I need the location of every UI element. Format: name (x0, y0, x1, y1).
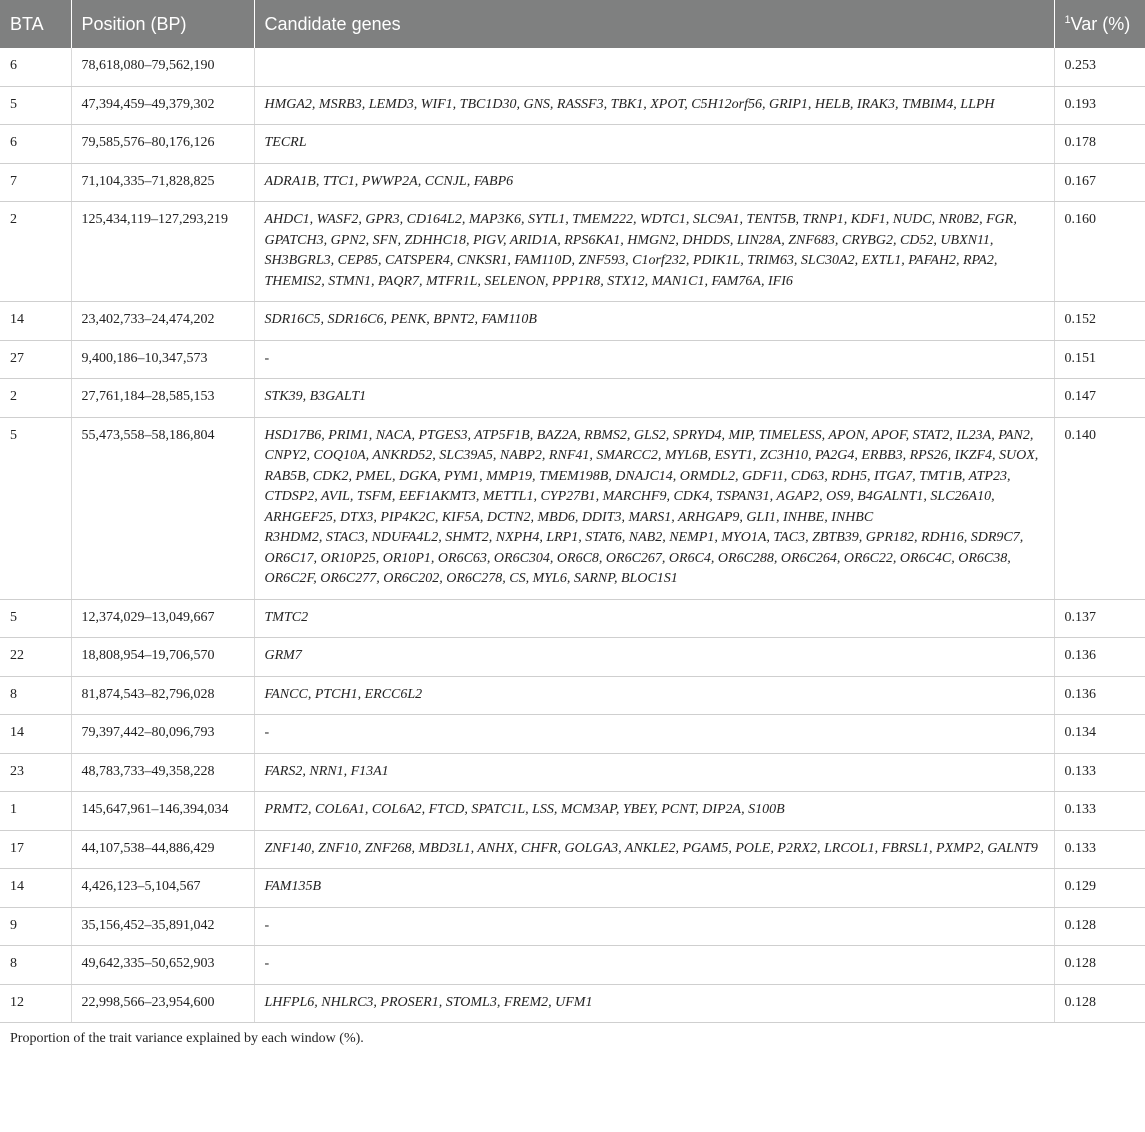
cell-genes: ZNF140, ZNF10, ZNF268, MBD3L1, ANHX, CHFR, GOLGA3, ANKLE2, PGAM5, POLE, P2RX2, LRCOL1, FBRSL1, PXMP2, GALNT9 (254, 830, 1054, 869)
cell-var: 0.147 (1054, 379, 1145, 418)
header-var-label: Var (%) (1070, 13, 1131, 34)
genes-part-1: HSD17B6, PRIM1, NACA, PTGES3, ATP5F1B, BAZ2A, RBMS2, GLS2, SPRYD4, MIP, TIMELESS, APON, APOF, STAT2, IL23A, PAN2, CNPY2, COQ10A, ANKRD52, SLC39A5, NABP2, RNF41, SMARCC2, MYL6B, ESYT1, ZC3H10, PA2G4, ERBB3, RPS26, IKZF4, SUOX, RAB5B, CDK2, PMEL, DGKA, PYM1, MMP19, TMEM198B, DNAJC14, ORMDL2, GDF11, CD63, RDH5, ITGA7, TMT1B, ATP23, CTDSP2, AVIL, TSFM, EEF1AKMT3, METTL1, CYP27B1, MARCHF9, CDK4, TSPAN31, AGAP2, OS9, B4GALNT1, SLC26A10, ARHGEF25, DTX3, PIP4K2C, KIF5A, DCTN2, MBD6, DDIT3, MARS1, ARHGAP9, GLI1, INHBE, INHBC (264, 427, 1039, 525)
cell-position: 81,874,543–82,796,028 (71, 676, 254, 715)
cell-position: 79,397,442–80,096,793 (71, 715, 254, 754)
cell-var: 0.140 (1054, 417, 1145, 599)
cell-position: 71,104,335–71,828,825 (71, 163, 254, 202)
cell-position: 125,434,119–127,293,219 (71, 202, 254, 302)
table-row (0, 599, 1145, 638)
table-row (0, 753, 1145, 792)
cell-genes: STK39, B3GALT1 (254, 379, 1054, 418)
cell-var: 0.128 (1054, 946, 1145, 985)
cell-var: 0.136 (1054, 676, 1145, 715)
cell-var: 0.128 (1054, 984, 1145, 1023)
cell-genes: LHFPL6, NHLRC3, PROSER1, STOML3, FREM2, UFM1 (254, 984, 1054, 1023)
table-row (0, 946, 1145, 985)
cell-position: 23,402,733–24,474,202 (71, 302, 254, 341)
cell-var: 0.133 (1054, 792, 1145, 831)
genes-part-2: R3HDM2, STAC3, NDUFA4L2, SHMT2, NXPH4, LRP1, STAT6, NAB2, NEMP1, MYO1A, TAC3, ZBTB39, GPR182, RDH16, SDR9C7, OR6C17, OR10P25, OR10P1, OR6C63, OR6C304, OR6C8, OR6C267, OR6C4, OR6C288, OR6C264, OR6C22, OR6C4C, OR6C38, OR6C2F, OR6C277, OR6C202, OR6C278, CS, MYL6, SARNP, BLOC1S1 (264, 530, 1024, 586)
cell-bta: 7 (0, 163, 71, 202)
cell-genes: TMTC2 (254, 599, 1054, 638)
cell-position: 35,156,452–35,891,042 (71, 907, 254, 946)
table-row (0, 340, 1145, 379)
cell-genes (254, 48, 1054, 86)
header-position: Position (BP) (71, 0, 254, 48)
cell-var: 0.128 (1054, 907, 1145, 946)
cell-position: 22,998,566–23,954,600 (71, 984, 254, 1023)
table-row (0, 163, 1145, 202)
cell-var: 0.160 (1054, 202, 1145, 302)
cell-bta: 6 (0, 125, 71, 164)
cell-bta: 8 (0, 946, 71, 985)
cell-var: 0.129 (1054, 869, 1145, 908)
cell-genes (254, 417, 1054, 599)
cell-bta: 6 (0, 48, 71, 86)
cell-var: 0.133 (1054, 830, 1145, 869)
header-var (1054, 0, 1145, 48)
cell-bta: 12 (0, 984, 71, 1023)
cell-position: 55,473,558–58,186,804 (71, 417, 254, 599)
cell-var: 0.137 (1054, 599, 1145, 638)
cell-bta: 17 (0, 830, 71, 869)
table-row (0, 715, 1145, 754)
table-row (0, 417, 1145, 599)
cell-genes: FAM135B (254, 869, 1054, 908)
cell-var: 0.253 (1054, 48, 1145, 86)
table-row (0, 125, 1145, 164)
cell-var: 0.193 (1054, 86, 1145, 125)
table-footnote: Proportion of the trait variance explained by each window (%). (10, 1031, 364, 1046)
cell-var: 0.133 (1054, 753, 1145, 792)
cell-genes: HMGA2, MSRB3, LEMD3, WIF1, TBC1D30, GNS, RASSF3, TBK1, XPOT, C5H12orf56, GRIP1, HELB, IRAK3, TMBIM4, LLPH (254, 86, 1054, 125)
cell-position: 12,374,029–13,049,667 (71, 599, 254, 638)
cell-position: 44,107,538–44,886,429 (71, 830, 254, 869)
cell-var: 0.151 (1054, 340, 1145, 379)
cell-genes: - (254, 907, 1054, 946)
cell-var: 0.152 (1054, 302, 1145, 341)
cell-bta: 5 (0, 599, 71, 638)
table-row (0, 379, 1145, 418)
cell-genes: AHDC1, WASF2, GPR3, CD164L2, MAP3K6, SYTL1, TMEM222, WDTC1, SLC9A1, TENT5B, TRNP1, KDF1, NUDC, NR0B2, FGR, GPATCH3, GPN2, SFN, ZDHHC18, PIGV, ARID1A, RPS6KA1, HMGN2, DHDDS, LIN28A, ZNF683, CRYBG2, CD52, UBXN11, SH3BGRL3, CEP85, CATSPER4, CNKSR1, FAM110D, ZNF593, C1orf232, PDIK1L, TRIM63, SLC30A2, EXTL1, PAFAH2, RPA2, THEMIS2, STMN1, PAQR7, MTFR1L, SELENON, PPP1R8, STX12, MAN1C1, FAM76A, IFI6 (254, 202, 1054, 302)
header-bta: BTA (0, 0, 71, 48)
cell-bta: 23 (0, 753, 71, 792)
table-body (0, 48, 1145, 1023)
cell-genes: FARS2, NRN1, F13A1 (254, 753, 1054, 792)
cell-genes: ADRA1B, TTC1, PWWP2A, CCNJL, FABP6 (254, 163, 1054, 202)
cell-genes: SDR16C5, SDR16C6, PENK, BPNT2, FAM110B (254, 302, 1054, 341)
cell-bta: 5 (0, 86, 71, 125)
cell-bta: 2 (0, 202, 71, 302)
cell-position: 4,426,123–5,104,567 (71, 869, 254, 908)
cell-bta: 2 (0, 379, 71, 418)
cell-position: 145,647,961–146,394,034 (71, 792, 254, 831)
cell-position: 9,400,186–10,347,573 (71, 340, 254, 379)
header-genes: Candidate genes (254, 0, 1054, 48)
cell-bta: 5 (0, 417, 71, 599)
cell-position: 79,585,576–80,176,126 (71, 125, 254, 164)
table-row (0, 48, 1145, 86)
table-row (0, 202, 1145, 302)
cell-genes: - (254, 340, 1054, 379)
cell-var: 0.167 (1054, 163, 1145, 202)
cell-bta: 1 (0, 792, 71, 831)
cell-bta: 14 (0, 302, 71, 341)
cell-genes: GRM7 (254, 638, 1054, 677)
cell-position: 49,642,335–50,652,903 (71, 946, 254, 985)
cell-bta: 8 (0, 676, 71, 715)
cell-var: 0.136 (1054, 638, 1145, 677)
table-row (0, 869, 1145, 908)
cell-genes: FANCC, PTCH1, ERCC6L2 (254, 676, 1054, 715)
cell-var: 0.178 (1054, 125, 1145, 164)
cell-bta: 14 (0, 869, 71, 908)
cell-bta: 14 (0, 715, 71, 754)
cell-genes: PRMT2, COL6A1, COL6A2, FTCD, SPATC1L, LSS, MCM3AP, YBEY, PCNT, DIP2A, S100B (254, 792, 1054, 831)
table-row (0, 907, 1145, 946)
table-row (0, 302, 1145, 341)
var-footnote-marker: 1 (1064, 13, 1071, 26)
cell-genes: - (254, 715, 1054, 754)
cell-bta: 9 (0, 907, 71, 946)
cell-genes: TECRL (254, 125, 1054, 164)
header-row (0, 0, 1145, 48)
table-row (0, 792, 1145, 831)
table-row (0, 984, 1145, 1023)
cell-bta: 27 (0, 340, 71, 379)
table-row (0, 638, 1145, 677)
table-row (0, 86, 1145, 125)
cell-genes: - (254, 946, 1054, 985)
cell-var: 0.134 (1054, 715, 1145, 754)
cell-position: 47,394,459–49,379,302 (71, 86, 254, 125)
cell-bta: 22 (0, 638, 71, 677)
cell-position: 48,783,733–49,358,228 (71, 753, 254, 792)
table-row (0, 830, 1145, 869)
table-row (0, 676, 1145, 715)
cell-position: 27,761,184–28,585,153 (71, 379, 254, 418)
cell-position: 78,618,080–79,562,190 (71, 48, 254, 86)
cell-position: 18,808,954–19,706,570 (71, 638, 254, 677)
